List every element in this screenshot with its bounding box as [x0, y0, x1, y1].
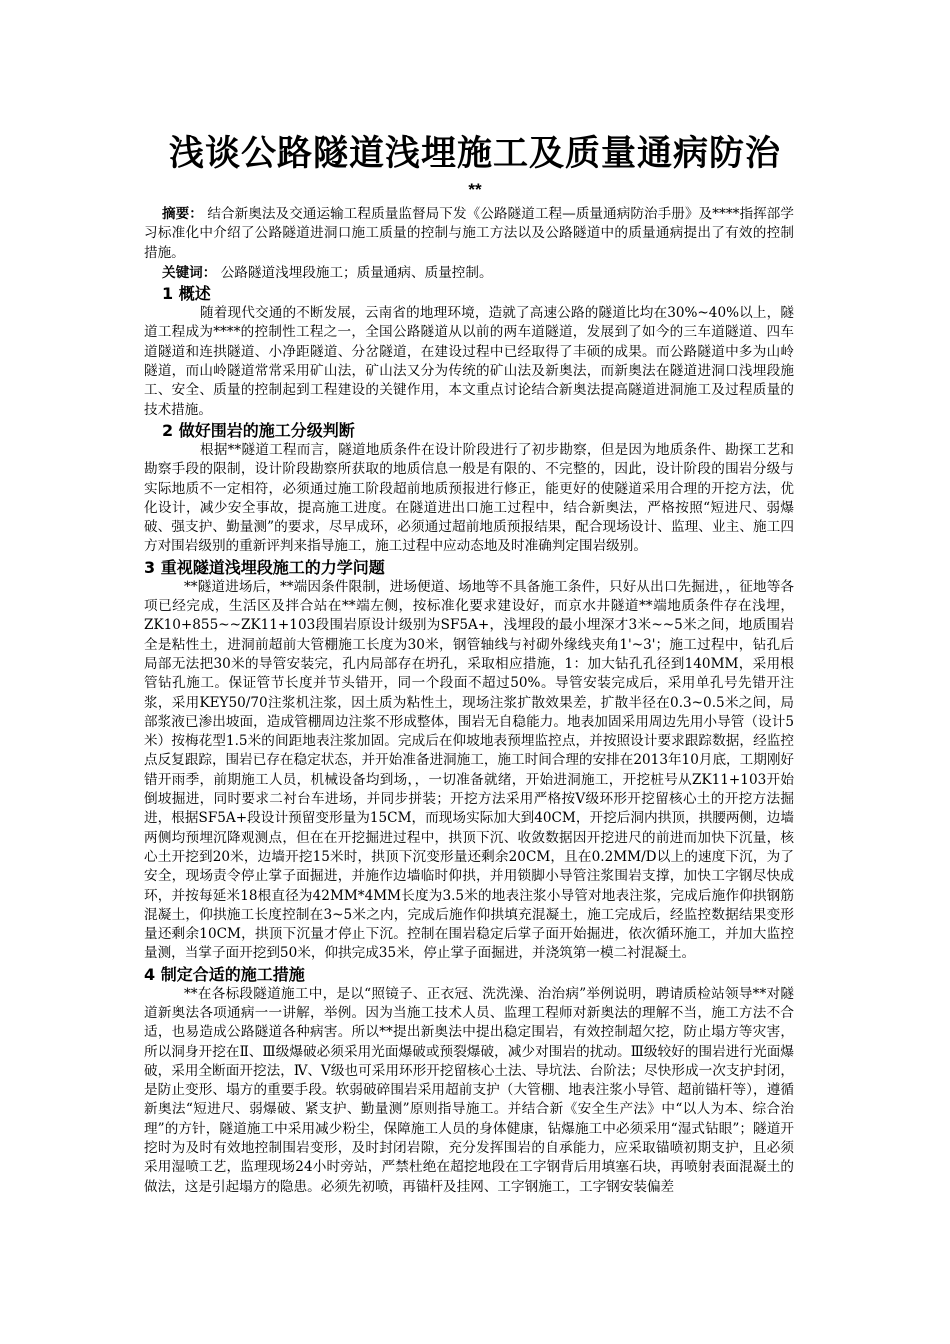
keywords-text: 公路隧道浅埋段施工；质量通病、质量控制。 [216, 264, 493, 281]
document-body [144, 205, 794, 1197]
author-line: ** [468, 180, 482, 199]
keywords-paragraph [144, 264, 794, 283]
section-heading-3: 3 重视隧道浅埋段施工的力学问题 [144, 557, 385, 577]
section-heading-4: 4 制定合适的施工措施 [144, 964, 305, 984]
section-heading-1: 1 概述 [162, 284, 211, 304]
abstract-text: 结合新奥法及交通运输工程质量监督局下发《公路隧道工程—质量通病防治手册》及****指挥部学习标准化中介绍了公路隧道进洞口施工质量的控制与施工方法以及公路隧道中的质量通病提出了有效的控制措施。 [144, 206, 795, 261]
keywords-label: 关键词： [162, 264, 217, 281]
section-1-paragraph: 随着现代交通的不断发展，云南省的地理环境，造就了高速公路的隧道比均在30%~40%以上，隧道工程成为****的控制性工程之一，全国公路隧道从以前的两车道隧道，发展到了如今的三车道隧道、四车道隧道和连拱隧道、小净距隧道、分岔隧道，在建设过程中已经取得了丰硕的成果。而公路隧道中多为山岭隧道，而山岭隧道常常采用矿山法，矿山法又分为传统的矿山法及新奥法，而新奥法在隧道进洞口浅埋段施工、安全、质量的控制起到工程建设的关键作用，本文重点讨论结合新奥法提高隧道进洞施工及过程质量的技术措施。 [144, 305, 794, 418]
section-heading-2: 2 做好围岩的施工分级判断 [162, 420, 355, 440]
section-2-paragraph: 根据**隧道工程而言，隧道地质条件在设计阶段进行了初步勘察，但是因为地质条件、勘探工艺和勘察手段的限制，设计阶段勘察所获取的地质信息一般是有限的、不完整的，因此，设计阶段的围岩分级与实际地质不一定相符，必须通过施工阶段超前地质预报进行修正，能更好的使隧道采用合理的开挖方法，优化设计，减少安全事故，提高施工进度。在隧道进出口施工过程中，结合新奥法，严格按照“短进尺、弱爆破、强支护、勤量测”的要求，尽早成环，必须通过超前地质预报结果，配合现场设计、监理、业主、施工四方对围岩级别的重新评判来指导施工，施工过程中应动态地及时准确判定围岩级别。 [144, 441, 794, 555]
section-4-paragraph: **在各标段隧道施工中，是以“照镜子、正衣冠、洗洗澡、治治病”举例说明，聘请质检站领导**对隧道新奥法各项通病一一讲解，举例。因为当施工技术人员、监理工程师对新奥法的理解不当，施工方法不合适，也易造成公路隧道各种病害。所以**提出新奥法中提出稳定围岩，有效控制超欠挖，防止塌方等灾害，所以洞身开挖在Ⅱ、Ⅲ级爆破必须采用光面爆破或预裂爆破，减少对围岩的扰动。Ⅲ级较好的围岩进行光面爆破，采用全断面开挖法，Ⅳ、Ⅴ级也可采用环形开挖留核心土法、导坑法、台阶法；尽快形成一次支护封闭，是防止变形、塌方的重要手段。软弱破碎围岩采用超前支护（大管棚、地表注浆小导管、超前锚杆等），遵循新奥法“短进尺、弱爆破、紧支护、勤量测”原则指导施工。并结合新《安全生产法》中“以人为本、综合治理”的方针，隧道施工中采用减少粉尘，保障施工人员的身体健康，钻爆施工中必须采用“湿式钻眼”；隧道开挖时为及时有效地控制围岩变形，及时封闭岩隙，充分发挥围岩的自承能力，应采取锚喷初期支护，且必须采用湿喷工艺，监理现场24小时旁站，严禁杜绝在超挖地段在工字钢背后用填塞石块，再喷射表面混凝土的做法，这是引起塌方的隐患。必须先初喷，再锚杆及挂网、工字钢施工，工字钢安装偏差 [144, 985, 794, 1195]
document-title: 浅谈公路隧道浅埋施工及质量通病防治 [168, 133, 781, 174]
abstract-paragraph [144, 205, 794, 263]
abstract-label: 摘要： [162, 206, 203, 222]
section-3-paragraph: **隧道进场后，**端因条件限制，进场便道、场地等不具备施工条件，只好从出口先掘进，，征地等各项已经完成，生活区及拌合站在**端左侧，按标准化要求建设好，而京水井隧道**端地质条件存在浅埋，ZK10+855~~ZK11+103段围岩原设计级别为SF5A+，浅埋段的最小埋深才3米~~5米之间，地质围岩全是粘性土，进洞前超前大管棚施工长度为30米，钢管轴线与衬砌外缘线夹角1'~3'；施工过程中，钻孔后局部无法把30米的导管安装完，孔内局部存在坍孔，采取相应措施，1：加大钻孔孔径到140MM，采用根管钻孔施工。保证管节长度并节头错开，同一个段面不超过50%。导管安装完成后，采用单孔号先错开注浆，采用KEY50/70注浆机注浆，因土质为粘性土，现场注浆扩散效果差，扩散半径在0.3~0.5米之间，局部浆液已渗出坡面，造成管棚周边注浆不形成整体，围岩无自稳能力。地表加固采用周边先用小导管（设计5米）按梅花型1.5米的间距地表注浆加固。完成后在仰坡地表预埋监控点，并按照设计要求跟踪数据，经监控点反复跟踪，围岩已存在稳定状态，并开始准备进洞施工，施工时间合理的安排在2013年10月底，工期刚好错开雨季，前期施工人员，机械设备均到场，，一切准备就绪，开始进洞施工，开挖桩号从ZK11+103开始倒坡掘进，同时要求二衬台车进场，并同步拼装；开挖方法采用严格按Ⅴ级环形开挖留核心土的开挖方法掘进，根据SF5A+段设计预留变形量为15CM，而现场实际加大到40CM，开挖后洞内拱顶，拱腰两侧，边墙两侧均预埋沉降观测点，但在在开挖掘进过程中，拱顶下沉、收敛数据因开挖进尺的前进而加快下沉量，核心土开挖到20米，边墙开挖15米时，拱顶下沉变形量还剩余20CM，且在0.2MM/D以上的速度下沉，为了安全，现场责令停止掌子面掘进，并施作边墙临时仰拱，并用锁脚小导管注浆围岩支撑，加快工字钢尽快成环，并按每延米18根直径为42MM*4MM长度为3.5米的地表注浆小导管对地表注浆，完成后施作仰拱钢筋混凝土，仰拱施工长度控制在3~5米之内，完成后施作仰拱填充混凝土，施工完成后，经监控数据结果变形量还剩余10CM，拱顶下沉量才停止下沉。控制在围岩稳定后掌子面开始掘进，依次循环施工，并加大监控量测，当掌子面开挖到50米，仰拱完成35米，停止掌子面掘进，并浇筑第一模二衬混凝土。 [144, 578, 795, 962]
